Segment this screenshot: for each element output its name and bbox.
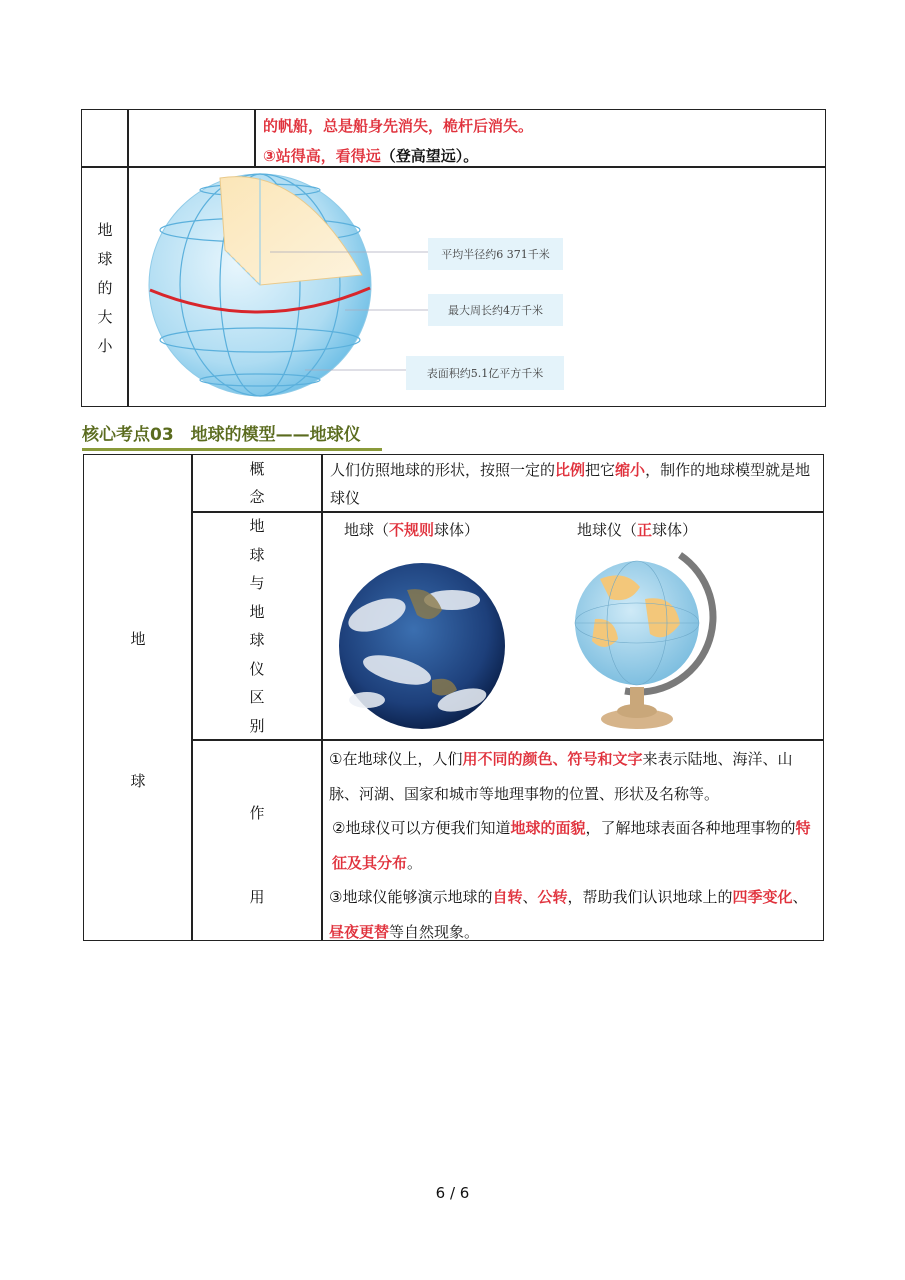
highlight-text: 昼夜更替: [329, 922, 390, 941]
col1-char: 地: [130, 630, 146, 648]
highlight-text: 用不同的颜色、符号和文字: [462, 750, 643, 768]
label-char: 小: [97, 337, 113, 355]
earth-photo: [337, 560, 507, 732]
plain-text: ，制作的地球模型就是地球仪: [330, 461, 811, 507]
section-title: 核心考点03 地球的模型——地球仪: [82, 420, 382, 451]
globe-photo: [570, 549, 720, 735]
concept-text: [330, 456, 818, 512]
label-char: 球: [249, 631, 265, 649]
plain-text: 等自然现象。: [389, 922, 480, 941]
highlight-text: 特征及其分布: [332, 819, 811, 872]
top-text-line1: 的帆船，总是船身先消失，桅杆后消失。: [263, 117, 534, 135]
plain-text: 球体）: [434, 521, 480, 539]
globe-caption: [577, 519, 697, 540]
plain-text: 球体）: [652, 521, 698, 539]
plain-text: 来表示陆地、海洋、山脉、河湖、国家和城市等地理事物的位置、形状及名称等。: [329, 750, 793, 803]
plain-text: 、: [522, 888, 538, 906]
top-row1-col1: [81, 109, 129, 168]
label-char: 球: [249, 545, 265, 564]
label-char: 与: [249, 574, 265, 592]
function-label-char: 作: [249, 804, 265, 822]
label-char: 区: [249, 688, 265, 706]
label-char: 地: [249, 517, 265, 535]
label-char: 概: [249, 460, 265, 478]
function-point-3: [329, 880, 819, 949]
highlight-text: 四季变化: [732, 888, 793, 906]
label-char: 别: [249, 716, 265, 735]
highlight-text: 公转: [537, 888, 568, 906]
highlight-text: 比例: [555, 461, 586, 479]
plain-text: 人们仿照地球的形状，按照一定的: [330, 461, 556, 479]
plain-text: 地球（: [344, 521, 390, 539]
earth-caption: [344, 519, 479, 540]
plain-text: 把它: [585, 461, 616, 479]
function-label-char: 用: [249, 888, 265, 906]
top-row1-col2: [127, 109, 256, 168]
concept-label: [191, 454, 323, 512]
highlight-text: ③站得高，看得远: [263, 147, 381, 165]
function-text: [329, 742, 819, 949]
label-char: 仪: [249, 659, 265, 678]
highlight-text: 正: [637, 521, 653, 539]
plain-text: ②地球仪可以方便我们知道: [332, 819, 511, 837]
label-char: 地: [97, 221, 113, 239]
highlight-text: 地球的面貌: [510, 819, 586, 837]
col1-cell: [83, 454, 193, 941]
circumference-callout: 最大周长约4万千米: [428, 294, 563, 326]
label-char: 大: [97, 308, 113, 326]
label-char: 的: [97, 279, 113, 297]
function-point-1: [329, 742, 819, 811]
plain-text: ，帮助我们认识地球上的: [567, 888, 733, 906]
difference-label: [191, 513, 323, 739]
radius-callout: 平均半径约6 371千米: [428, 238, 563, 270]
function-label-cell: [191, 739, 323, 941]
page-number: 6 / 6: [435, 1184, 470, 1202]
label-char: 球: [97, 250, 113, 268]
plain-text: ③地球仪能够演示地球的: [329, 888, 493, 906]
highlight-text: 自转: [492, 888, 523, 906]
plain-text: ①在地球仪上，人们: [329, 750, 463, 768]
surface-area-callout: 表面积约5.1亿平方千米: [406, 356, 564, 390]
plain-text: 地球仪（: [577, 521, 638, 539]
plain-text: 、: [792, 888, 808, 906]
plain-text: ，了解地球表面各种地理事物的: [585, 819, 796, 837]
highlight-text: 缩小: [615, 461, 646, 479]
function-point-2: [329, 811, 819, 880]
highlight-text: 不规则: [389, 521, 435, 539]
plain-text: （登高望远）。: [380, 147, 479, 165]
plain-text: 。: [407, 853, 423, 872]
col1-char: 球: [130, 772, 146, 790]
label-char: 地: [249, 602, 265, 621]
earth-size-label: [82, 216, 128, 361]
label-char: 念: [249, 488, 265, 506]
